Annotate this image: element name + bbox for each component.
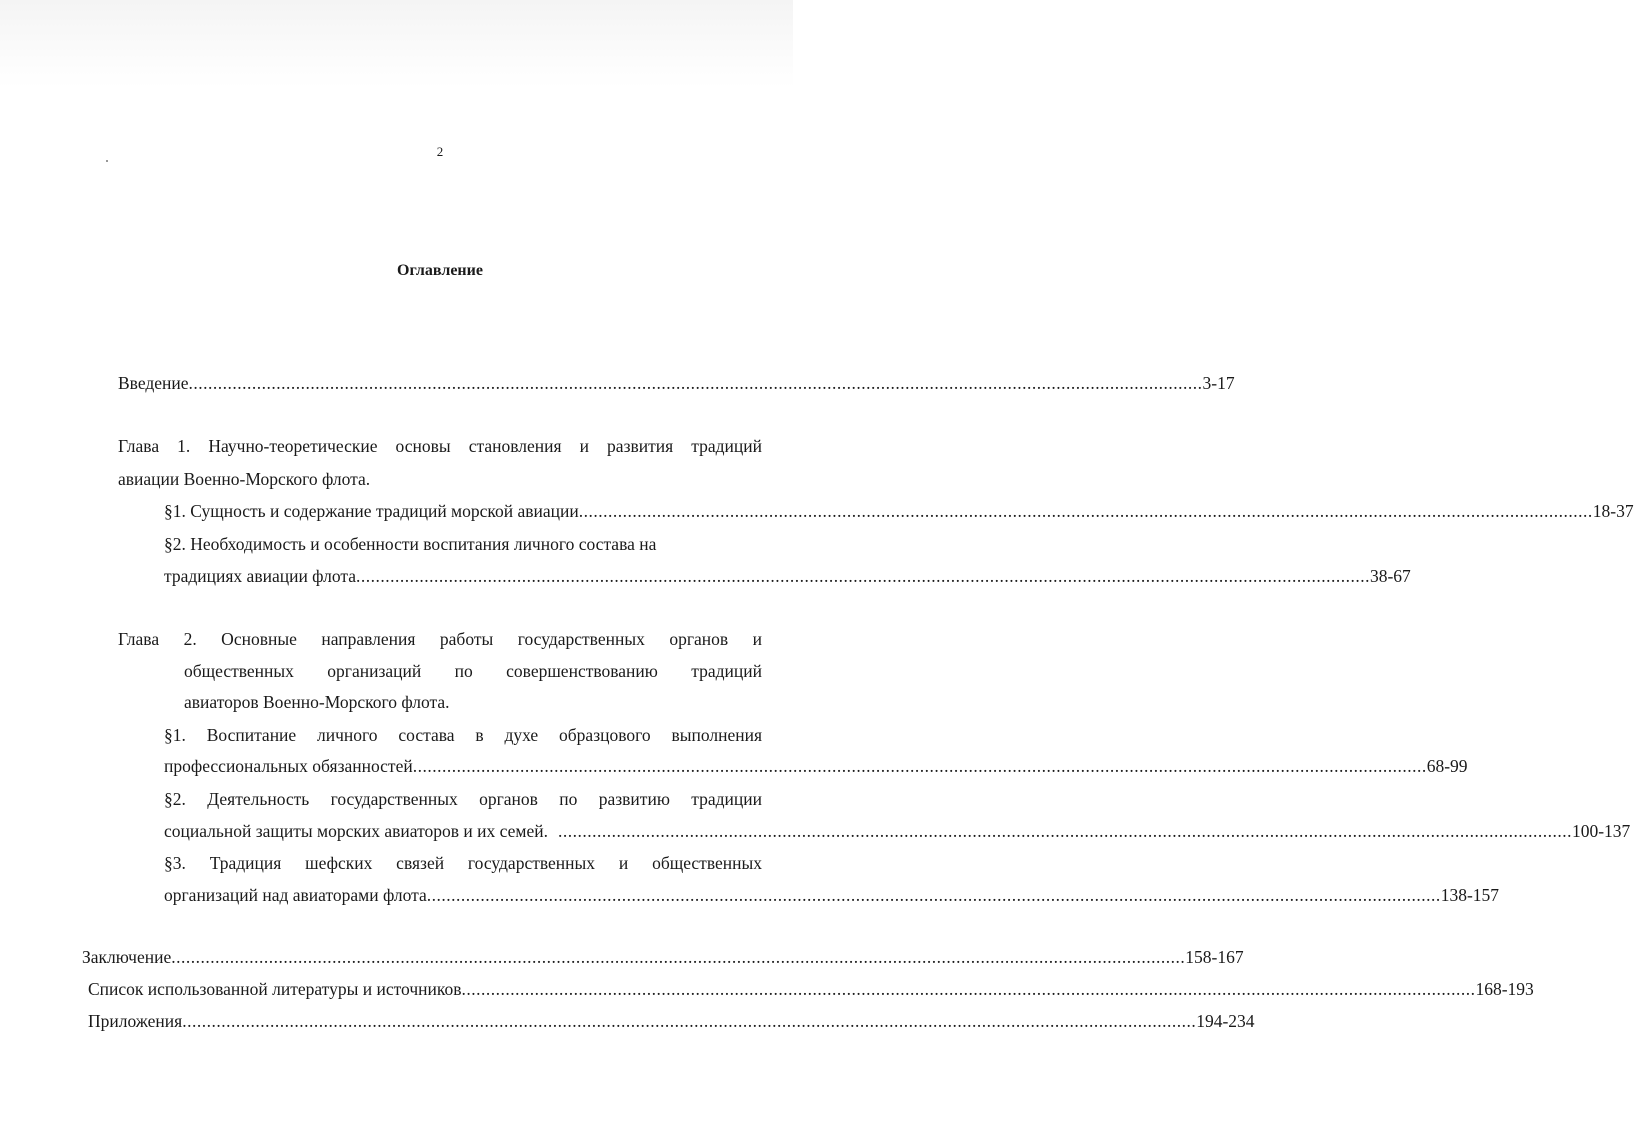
toc-entry-pages: 3-17 xyxy=(1202,373,1235,393)
toc-entry-ch2-s1 xyxy=(164,755,1468,777)
toc-entry-pages: 194-234 xyxy=(1196,1011,1255,1031)
toc-entry-conclusion xyxy=(82,946,1244,968)
toc-entry-pages: 168-193 xyxy=(1475,979,1534,999)
toc-entry-pages: 38-67 xyxy=(1369,566,1411,586)
chapter-2-heading-line-1: Глава 2. Основные направления работы государственных органов и xyxy=(118,629,762,649)
toc-entry-pages: 100-137 xyxy=(1571,821,1631,841)
chapter-1-heading-line-2: авиации Военно-Морского флота. xyxy=(118,469,371,489)
toc-entry-pages: 68-99 xyxy=(1426,756,1468,776)
toc-entry-pages: 18-37 xyxy=(1592,501,1634,521)
dot-leader: ................................................................................................................................................................................................................ xyxy=(188,373,1203,393)
chapter-2-heading-line-2: общественных организаций по совершенствованию традиций xyxy=(184,661,762,681)
scan-shading xyxy=(0,0,793,88)
dot-leader: ................................................................................................................................................................................................................ xyxy=(355,566,1370,586)
toc-entry-intro xyxy=(118,372,1235,394)
dot-leader: ................................................................................................................................................................................................................ xyxy=(182,1011,1197,1031)
dot-leader: ................................................................................................................................................................................................................ xyxy=(578,501,1593,521)
toc-entry-label: профессиональных обязанностей xyxy=(164,756,413,776)
chapter-1-heading-line-1: Глава 1. Научно-теоретические основы становления и развития традиций xyxy=(118,436,762,456)
toc-entry-label: §1. Сущность и содержание традиций морской авиации xyxy=(164,501,579,521)
scan-speck xyxy=(106,160,108,162)
dot-leader: ................................................................................................................................................................................................................ xyxy=(171,947,1186,967)
toc-entry-ch2-s1-line-1: §1. Воспитание личного состава в духе образцового выполнения xyxy=(164,725,762,745)
toc-entry-label: традициях авиации флота xyxy=(164,566,356,586)
toc-entry-appendices xyxy=(88,1010,1255,1032)
toc-entry-ch1-s1 xyxy=(164,500,1634,522)
dot-leader: ................................................................................................................................................................................................................ xyxy=(426,885,1441,905)
page-number: 2 xyxy=(436,144,444,159)
toc-entry-ch2-s2-line-1: §2. Деятельность государственных органов по развитию традиции xyxy=(164,789,762,809)
toc-entry-label: Заключение xyxy=(82,947,172,967)
toc-entry-pages: 138-157 xyxy=(1440,885,1500,905)
page-title: Оглавление xyxy=(397,262,483,279)
toc-entry-ch1-s2-line-1: §2. Необходимость и особенности воспитания личного состава на xyxy=(164,534,657,554)
dot-leader: ................................................................................................................................................................................................................ xyxy=(557,821,1572,841)
toc-entry-ch2-s3-line-1: §3. Традиция шефских связей государственных и общественных xyxy=(164,853,762,873)
toc-entry-pages: 158-167 xyxy=(1185,947,1244,967)
toc-entry-label: социальной защиты морских авиаторов и их семей. xyxy=(164,821,548,841)
toc-entry-label: Приложения xyxy=(88,1011,183,1031)
toc-entry-ch2-s2 xyxy=(164,820,1631,842)
toc-entry-ch1-s2 xyxy=(164,565,1411,587)
toc-entry-label: Введение xyxy=(118,373,189,393)
toc-entry-references xyxy=(88,978,1534,1000)
toc-entry-label: Список использованной литературы и источников xyxy=(88,979,462,999)
chapter-2-heading-line-3: авиаторов Военно-Морского флота. xyxy=(184,692,450,712)
dot-leader: ................................................................................................................................................................................................................ xyxy=(412,756,1427,776)
dot-leader: ................................................................................................................................................................................................................ xyxy=(461,979,1476,999)
toc-entry-ch2-s3 xyxy=(164,884,1500,906)
toc-entry-label: организаций над авиаторами флота xyxy=(164,885,427,905)
